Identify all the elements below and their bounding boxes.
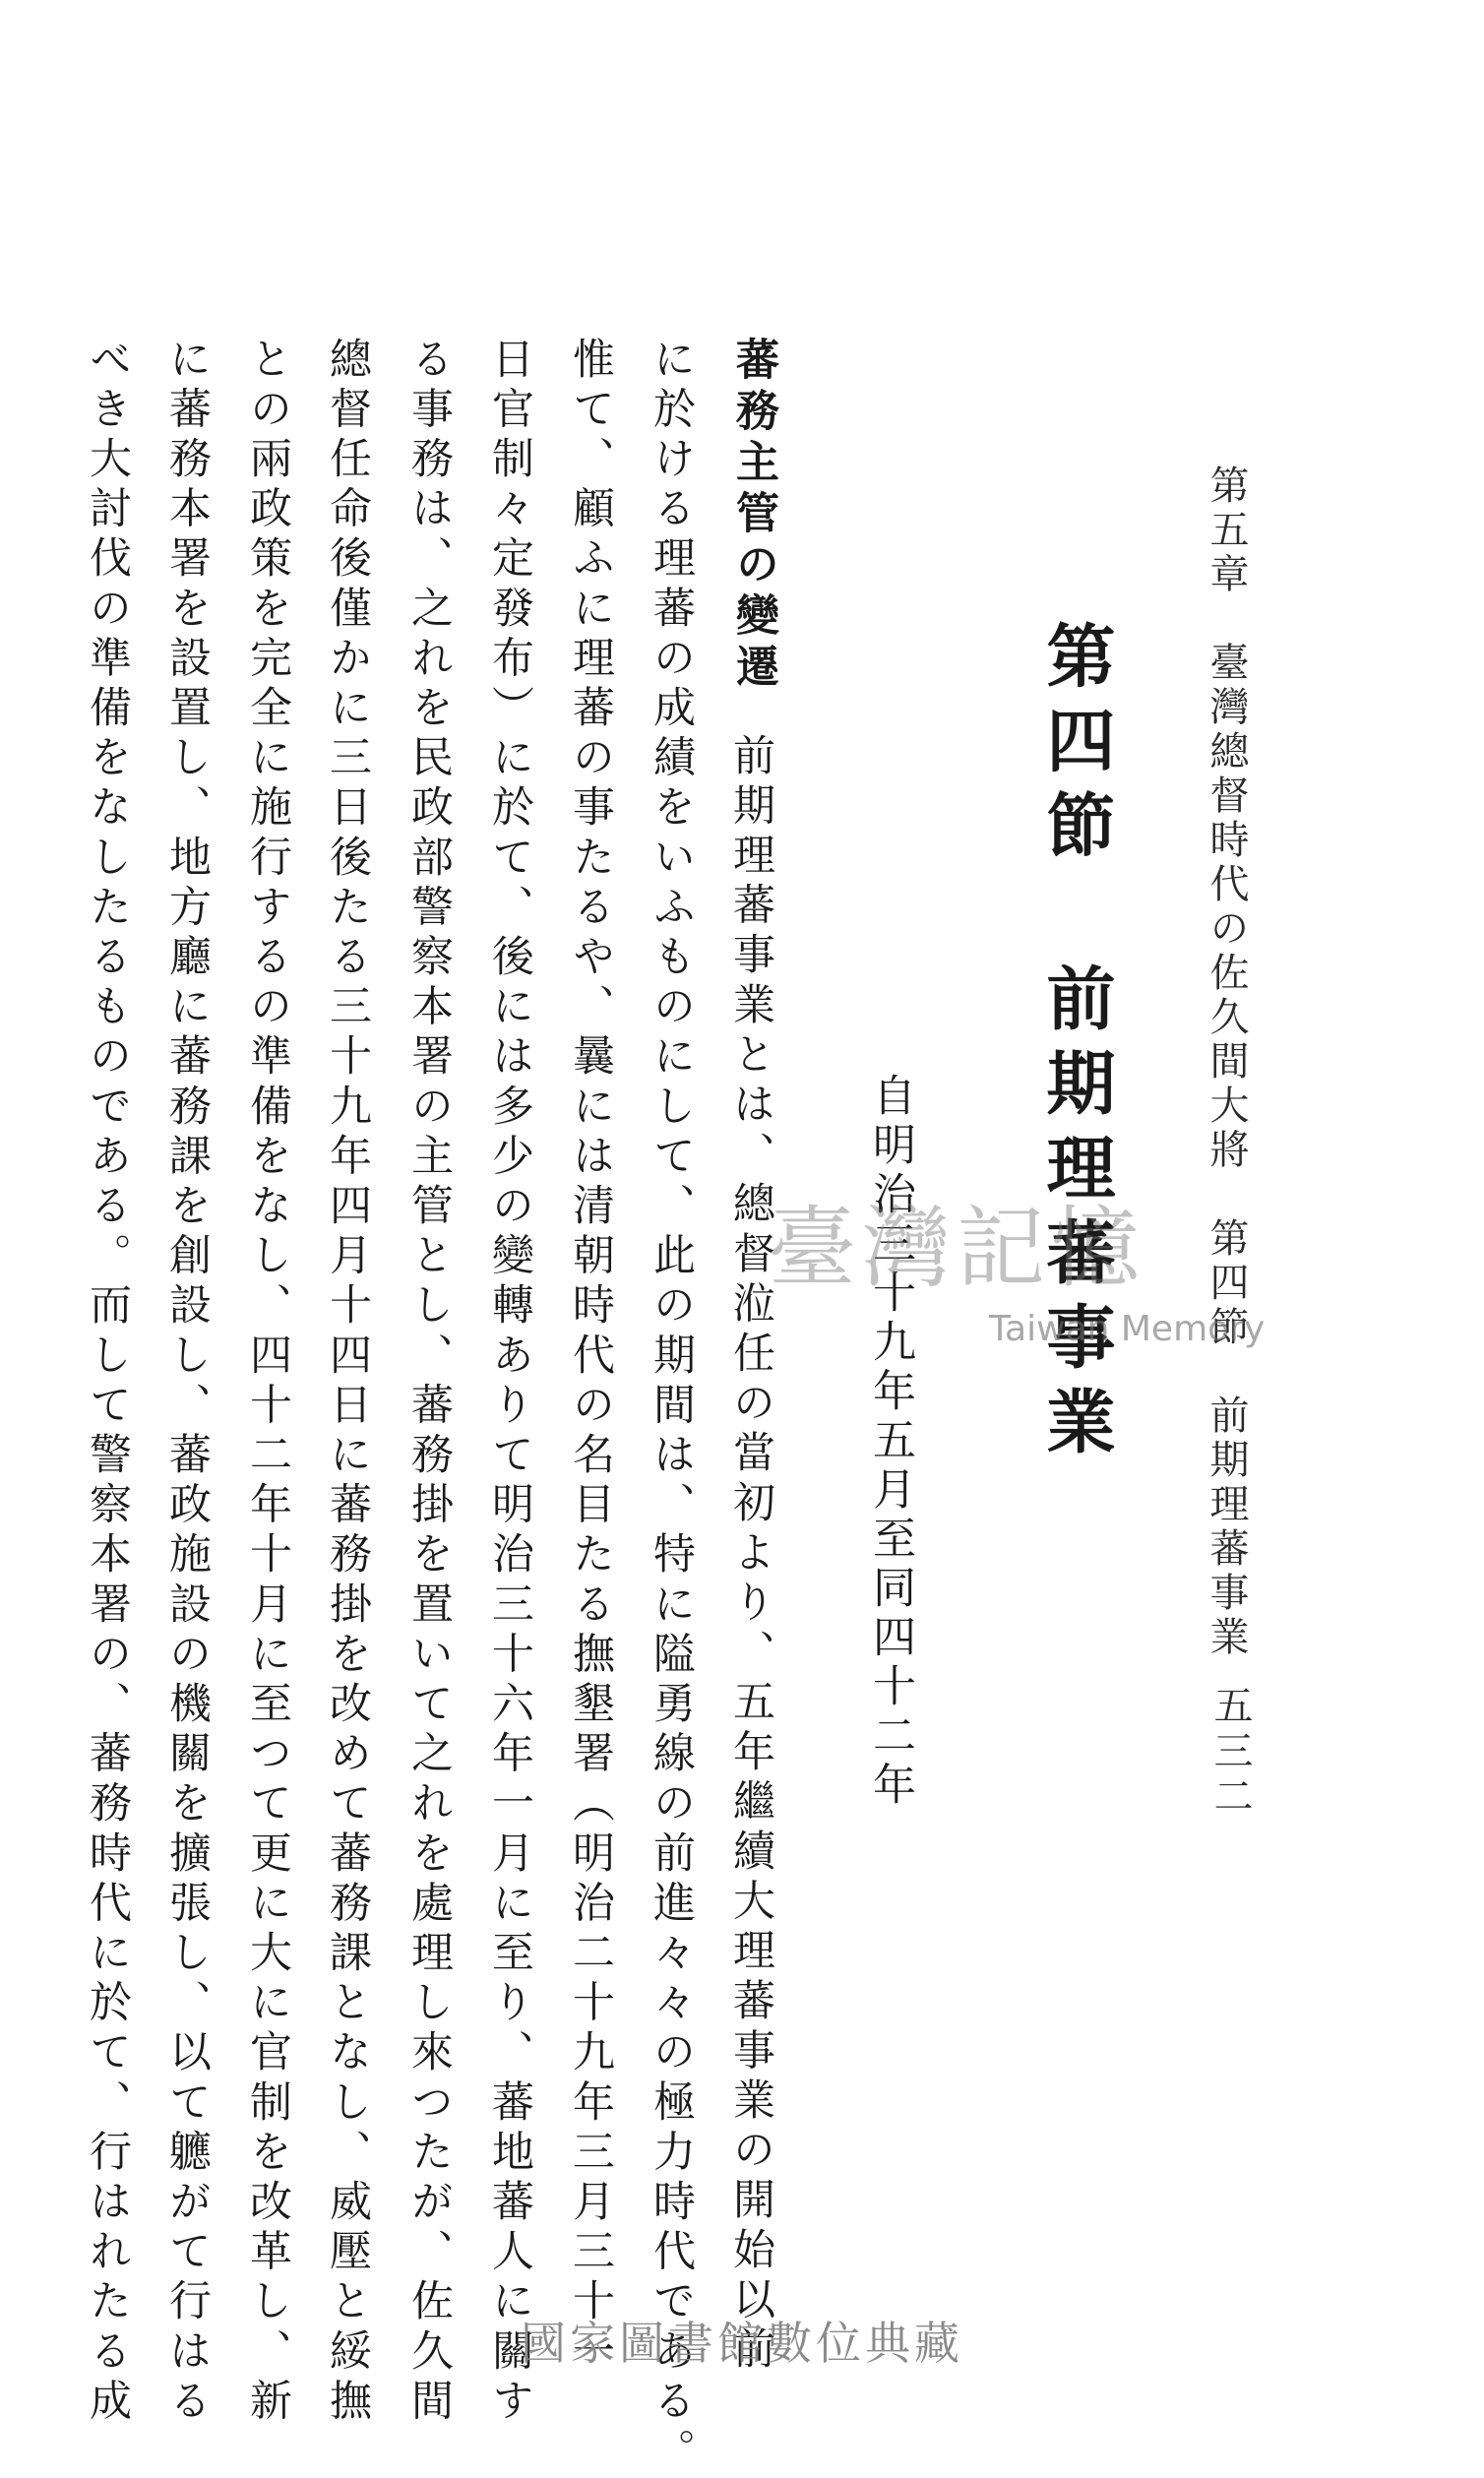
watermark-logo: 臺灣記憶 — [768, 1197, 1145, 1300]
page-number: 五三二 — [1207, 1685, 1253, 1821]
period-note: 自明治三十九年五月至同四十二年 — [865, 1073, 915, 1811]
watermark-subtitle: Taiwan Memory — [989, 1309, 1266, 1349]
subheading: 蕃務主管の變遷 — [728, 337, 778, 695]
body-line: 日官制々定發布）に於て、後には多少の變轉ありて明治三十六年一月に至り、蕃地蕃人に關す — [485, 337, 534, 2429]
section-name: 前期理蕃事業 — [1035, 962, 1117, 1470]
footer-credit: 國家圖書館數位典藏 — [521, 2317, 963, 2370]
body-line: 總督任命後僅かに三日後たる三十九年四月十四日に蕃務掛を改めて蕃務課となし、威壓と綏撫 — [323, 337, 372, 2429]
body-line: べき大討伐の準備をなしたるものである。而して警察本署の、蕃務時代に於て、行はれたる成 — [83, 337, 132, 2429]
section-number: 第四節 — [1035, 620, 1117, 874]
body-line: 前期理蕃事業とは、總督涖任の當初より、五年繼續大理蕃事業の開始以前 — [726, 733, 775, 2377]
body-line: に於ける理蕃の成績をいふものにして、此の期間は、特に隘勇線の前進々々の極力時代である。 — [647, 337, 696, 2478]
body-line: 惟て、顧ふに理蕃の事たるや、曩には清朝時代の名目たる撫墾署（明治二十九年三月三十一 — [566, 337, 615, 2379]
running-header: 第五章 臺灣總督時代の佐久間大將 第四節 前期理蕃事業 — [1204, 465, 1249, 1660]
body-line: る事務は、之れを民政部警察本署の主管とし、蕃務掛を置いて之れを處理し來つたが、佐久間 — [404, 337, 454, 2429]
body-line: に蕃務本署を設置し、地方廳に蕃務課を創設し、蕃政施設の機關を擴張し、以て軈がて行はる — [162, 337, 212, 2429]
body-line: との兩政策を完全に施行するの準備をなし、四十二年十月に至つて更に大に官制を改革し、新 — [243, 337, 292, 2429]
